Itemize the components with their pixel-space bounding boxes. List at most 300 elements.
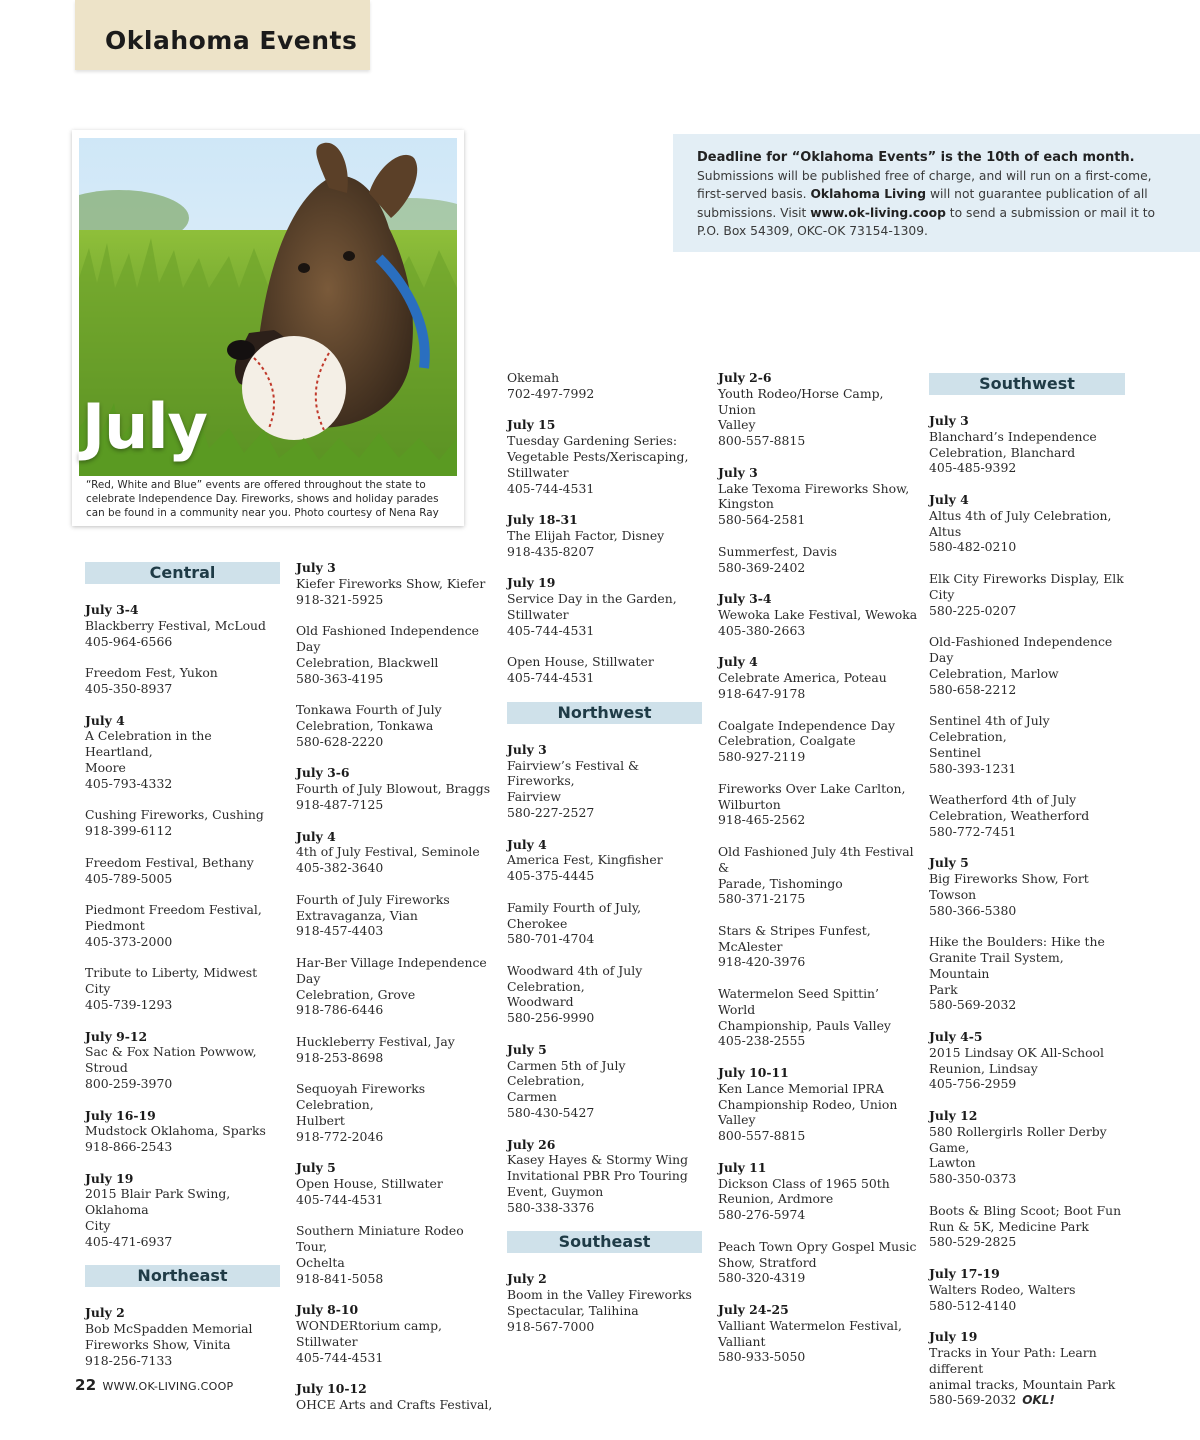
end-mark-logo: OKL!	[1022, 1393, 1055, 1408]
event-line	[929, 997, 1125, 1013]
event-text: Valliant	[718, 1333, 766, 1349]
event-text: Blackberry Festival, McLoud	[85, 617, 266, 633]
event-date: July 10-12	[296, 1381, 367, 1397]
event-line	[296, 923, 496, 939]
event-text: Service Day in the Garden,	[507, 591, 677, 607]
event-text: 405-744-4531	[507, 480, 595, 496]
event-line	[85, 997, 280, 1013]
event-text: 580-772-7451	[929, 823, 1017, 839]
event-line	[85, 665, 280, 681]
event-line	[718, 1176, 918, 1192]
event-text: 405-789-5005	[85, 870, 173, 886]
event-line	[718, 923, 918, 955]
event-text: Woodward	[507, 994, 574, 1010]
event-entry	[296, 829, 496, 876]
event-text: 405-744-4531	[296, 1349, 384, 1365]
event-text: 918-399-6112	[85, 823, 173, 839]
event-text: 580-933-5050	[718, 1349, 806, 1365]
event-line	[507, 623, 702, 639]
events-column-5	[929, 373, 1125, 1425]
event-text: 580-628-2220	[296, 733, 384, 749]
event-text: 918-465-2562	[718, 812, 806, 828]
event-line	[296, 1350, 496, 1366]
event-line	[718, 1349, 918, 1365]
event-entry	[85, 1171, 280, 1250]
event-text: Wilburton	[718, 796, 781, 812]
event-entry	[85, 1029, 280, 1092]
event-text: Old Fashioned July 4th Festival &	[718, 843, 914, 875]
event-line	[718, 686, 918, 702]
events-column-1	[85, 562, 280, 1384]
event-text: Cushing Fireworks, Cushing	[85, 807, 264, 823]
event-line	[929, 1171, 1125, 1187]
event-line	[507, 789, 702, 805]
event-text: 580-371-2175	[718, 891, 806, 907]
event-line	[929, 1061, 1125, 1077]
event-text: Woodward 4th of July Celebration,	[507, 962, 643, 994]
event-entry	[296, 560, 496, 607]
event-line	[929, 1124, 1125, 1156]
event-line	[507, 994, 702, 1010]
event-line	[85, 1321, 280, 1337]
event-line	[507, 591, 702, 607]
event-text: 580-227-2527	[507, 804, 595, 820]
event-text: 4th of July Festival, Seminole	[296, 844, 480, 860]
event-date: July 17-19	[929, 1266, 1000, 1282]
event-text: 580-393-1231	[929, 760, 1017, 776]
event-line	[85, 1076, 280, 1092]
event-text: animal tracks, Mountain Park	[929, 1376, 1116, 1392]
event-text: 918-420-3976	[718, 954, 806, 970]
event-line	[296, 1034, 496, 1050]
event-line	[85, 1044, 280, 1076]
event-date: July 4	[296, 828, 336, 844]
event-date: July 11	[718, 1159, 767, 1175]
event-text: Okemah	[507, 370, 560, 385]
event-line	[85, 934, 280, 950]
event-line	[929, 745, 1125, 761]
event-text: Family Fourth of July, Cherokee	[507, 899, 642, 931]
event-text: Tuesday Gardening Series:	[507, 433, 678, 449]
event-text: Open House, Stillwater	[507, 654, 654, 670]
event-text: 580-701-4704	[507, 931, 595, 947]
event-text: 580-430-5427	[507, 1105, 595, 1121]
event-text: 405-485-9392	[929, 460, 1017, 476]
event-line	[929, 445, 1125, 461]
deadline-text-3a: submissions. Visit	[697, 205, 811, 220]
event-entry	[85, 1108, 280, 1155]
event-text: Celebration, Weatherford	[929, 807, 1090, 823]
event-entry	[718, 986, 918, 1049]
event-line	[296, 908, 496, 924]
event-line	[85, 965, 280, 997]
event-line	[507, 1152, 702, 1168]
event-line	[718, 1318, 918, 1334]
event-entry	[507, 1042, 702, 1121]
event-date: July 19	[929, 1329, 978, 1345]
event-entry	[929, 634, 1125, 697]
event-line	[296, 1176, 496, 1192]
event-line	[507, 654, 702, 670]
event-text: 580-225-0207	[929, 602, 1017, 618]
event-line	[296, 844, 496, 860]
event-entry	[718, 465, 918, 528]
event-line	[929, 1377, 1125, 1393]
event-line	[718, 1112, 918, 1128]
event-date: July 5	[296, 1160, 336, 1176]
event-text: The Elijah Factor, Disney	[507, 527, 665, 543]
event-text: Lawton	[929, 1155, 976, 1171]
event-text: 918-457-4403	[296, 923, 384, 939]
events-column-2	[296, 560, 496, 1429]
event-line	[929, 1282, 1125, 1298]
event-entry	[296, 1081, 496, 1144]
month-title: July	[82, 390, 207, 463]
event-text: 918-256-7133	[85, 1352, 173, 1368]
event-line	[507, 900, 702, 932]
event-line	[718, 1097, 918, 1113]
event-line	[718, 1270, 918, 1286]
event-line	[507, 1184, 702, 1200]
event-line	[929, 682, 1125, 698]
event-line	[929, 460, 1125, 476]
event-line	[296, 781, 496, 797]
deadline-address: P.O. Box 54309, OKC-OK 73154-1309.	[697, 223, 928, 238]
event-line	[296, 860, 496, 876]
event-text: Vegetable Pests/Xeriscaping,	[507, 448, 689, 464]
event-line	[929, 1345, 1125, 1377]
event-line	[85, 902, 280, 918]
event-text: Elk City Fireworks Display, Elk	[929, 570, 1124, 586]
event-entry	[85, 665, 280, 697]
event-line	[85, 1123, 280, 1139]
event-date: July 19	[507, 575, 556, 591]
event-text: Fourth of July Fireworks	[296, 891, 450, 907]
event-text: Celebration, Tonkawa	[296, 717, 434, 733]
event-date: July 3	[929, 413, 969, 428]
event-text: 405-380-2663	[718, 622, 806, 638]
deadline-heading: Deadline for “Oklahoma Events” is the 10th of each month.	[697, 150, 1135, 165]
page-footer	[75, 1376, 233, 1394]
event-line	[296, 671, 496, 687]
deadline-text-2a: first-served basis.	[697, 187, 811, 202]
event-line	[85, 855, 280, 871]
event-line	[296, 892, 496, 908]
event-entry	[929, 1203, 1125, 1250]
event-line	[929, 1076, 1125, 1092]
event-text: 580-369-2402	[718, 559, 806, 575]
event-line	[718, 386, 918, 418]
event-text: America Fest, Kingfisher	[507, 852, 663, 868]
event-text: Freedom Fest, Yukon	[85, 665, 218, 681]
event-line	[507, 852, 702, 868]
event-line	[929, 634, 1125, 666]
event-entry	[718, 923, 918, 970]
page-title: Oklahoma Events	[105, 26, 358, 55]
magazine-name: Oklahoma Living	[810, 187, 927, 202]
event-text: 580-658-2212	[929, 681, 1017, 697]
event-line	[296, 1113, 496, 1129]
event-line	[929, 1203, 1125, 1219]
event-date: July 4	[85, 712, 125, 728]
event-line	[718, 607, 918, 623]
event-text: Celebration, Coalgate	[718, 733, 856, 749]
event-text: Bob McSpadden Memorial	[85, 1321, 253, 1337]
event-line	[85, 1186, 280, 1218]
event-text: 405-756-2959	[929, 1076, 1017, 1092]
event-text: Big Fireworks Show, Fort Towson	[929, 871, 1089, 902]
event-line	[296, 1255, 496, 1271]
event-entry	[85, 807, 280, 839]
event-date: July 9-12	[85, 1028, 148, 1044]
event-line	[507, 433, 702, 449]
event-text: 580-569-2032	[929, 997, 1017, 1013]
event-text: 918-487-7125	[296, 796, 384, 812]
event-text: Celebration, Marlow	[929, 665, 1059, 681]
event-line	[85, 681, 280, 697]
event-text: 800-259-3970	[85, 1075, 173, 1091]
event-line	[929, 761, 1125, 777]
event-line	[507, 1319, 702, 1335]
event-entry	[507, 742, 702, 821]
event-line	[718, 1191, 918, 1207]
event-line	[296, 576, 496, 592]
event-date: July 24-25	[718, 1302, 789, 1318]
event-text: 580 Rollergirls Roller Derby Game,	[929, 1123, 1107, 1155]
event-line	[507, 1200, 702, 1216]
event-line	[718, 1334, 918, 1350]
events-column-4	[718, 370, 918, 1381]
event-text: Invitational PBR Pro Touring	[507, 1168, 688, 1184]
event-line	[85, 807, 280, 823]
deadline-text-2c: will not guarantee publication of all	[926, 187, 1148, 202]
event-text: Moore	[85, 759, 126, 775]
event-date: July 3-4	[718, 591, 772, 607]
event-line	[507, 805, 702, 821]
event-entry	[296, 955, 496, 1018]
event-line	[85, 760, 280, 776]
event-text: Run & 5K, Medicine Park	[929, 1218, 1089, 1234]
event-text: Hulbert	[296, 1112, 345, 1128]
event-entry	[929, 492, 1125, 555]
event-line	[85, 918, 280, 934]
event-entry	[929, 1266, 1125, 1313]
event-entry	[296, 1223, 496, 1286]
event-text: OHCE Arts and Crafts Festival,	[296, 1397, 493, 1413]
event-entry	[929, 1329, 1125, 1409]
event-line	[507, 1089, 702, 1105]
event-text: Hike the Boulders: Hike the	[929, 934, 1105, 950]
event-line	[718, 496, 918, 512]
event-date: July 12	[929, 1108, 978, 1124]
event-text: 918-841-5058	[296, 1270, 384, 1286]
event-line	[296, 718, 496, 734]
event-line	[507, 449, 702, 465]
event-line	[929, 508, 1125, 540]
event-line	[85, 871, 280, 887]
event-date: July 2	[507, 1271, 547, 1287]
event-text: Celebration, Blackwell	[296, 654, 439, 670]
event-line	[296, 1223, 496, 1255]
event-entry	[507, 370, 702, 402]
event-text: 405-739-1293	[85, 996, 173, 1012]
event-line	[296, 702, 496, 718]
event-text: 405-793-4332	[85, 775, 173, 791]
event-date: July 2	[85, 1305, 125, 1321]
event-text: Celebration, Blanchard	[929, 444, 1076, 460]
event-text: 702-497-7992	[507, 385, 595, 401]
event-entry	[507, 575, 702, 638]
deadline-text-1: Submissions will be published free of charge, and will run on a first-come,	[697, 169, 1152, 184]
event-line	[718, 954, 918, 970]
event-text: 580-366-5380	[929, 902, 1017, 918]
event-text: Ken Lance Memorial IPRA	[718, 1080, 884, 1096]
event-line	[85, 1139, 280, 1155]
event-line	[507, 963, 702, 995]
event-text: Weatherford 4th of July	[929, 792, 1077, 808]
event-line	[929, 950, 1125, 982]
event-text: A Celebration in the Heartland,	[85, 728, 212, 760]
event-line	[296, 655, 496, 671]
event-line	[296, 1081, 496, 1113]
event-line	[85, 1234, 280, 1250]
event-entry	[929, 571, 1125, 618]
website-link[interactable]: www.ok-living.coop	[810, 205, 946, 220]
event-date: July 5	[507, 1041, 547, 1057]
event-line	[507, 386, 702, 402]
event-text: City	[85, 1218, 111, 1234]
event-text: Stillwater	[507, 606, 569, 622]
event-text: Sac & Fox Nation Powwow, Stroud	[85, 1044, 257, 1076]
event-text: Blanchard’s Independence	[929, 428, 1097, 444]
event-line	[296, 1397, 496, 1413]
event-text: 405-964-6566	[85, 633, 173, 649]
event-line	[507, 670, 702, 686]
event-text: 405-744-4531	[296, 1191, 384, 1207]
event-text: Kiefer Fireworks Show, Kiefer	[296, 575, 486, 591]
event-text: 918-435-8207	[507, 543, 595, 559]
event-text: 405-375-4445	[507, 868, 595, 884]
event-text: 405-744-4531	[507, 622, 595, 638]
event-text: Carmen	[507, 1089, 557, 1105]
event-text: 580-256-9990	[507, 1010, 595, 1026]
event-date: July 3-4	[85, 602, 139, 617]
event-line	[718, 812, 918, 828]
event-text: 800-557-8815	[718, 433, 806, 449]
event-line	[929, 539, 1125, 555]
event-entry	[929, 413, 1125, 476]
event-line	[85, 823, 280, 839]
event-line	[85, 728, 280, 760]
event-line	[929, 713, 1125, 745]
event-entry	[718, 781, 918, 828]
event-text: 918-253-8698	[296, 1049, 384, 1065]
event-line	[507, 1303, 702, 1319]
event-entry	[929, 713, 1125, 776]
event-text: Coalgate Independence Day	[718, 717, 896, 733]
event-text: Dickson Class of 1965 50th	[718, 1175, 890, 1191]
deadline-text-3c: to send a submission or mail it to	[945, 205, 1156, 220]
event-entry	[718, 1160, 918, 1223]
event-line	[296, 797, 496, 813]
region-heading: Southwest	[929, 373, 1125, 395]
event-text: 918-567-7000	[507, 1318, 595, 1334]
event-line	[507, 528, 702, 544]
deadline-notice	[673, 134, 1200, 252]
event-entry	[718, 1065, 918, 1144]
event-line	[718, 512, 918, 528]
event-line	[929, 808, 1125, 824]
event-entry	[296, 1034, 496, 1066]
event-line	[718, 1207, 918, 1223]
event-entry	[718, 1302, 918, 1365]
event-line	[718, 1255, 918, 1271]
event-text: Valliant Watermelon Festival,	[718, 1317, 902, 1333]
event-text: Sentinel 4th of July Celebration,	[929, 713, 1050, 744]
event-text: Altus 4th of July Celebration, Altus	[929, 507, 1112, 539]
event-text: Celebrate America, Poteau	[718, 670, 887, 686]
event-text: Lake Texoma Fireworks Show,	[718, 480, 910, 496]
event-entry	[929, 1108, 1125, 1187]
event-text: 580-338-3376	[507, 1199, 595, 1215]
event-text: Celebration, Grove	[296, 986, 416, 1002]
event-text: Sequoyah Fireworks Celebration,	[296, 1081, 426, 1113]
event-entry	[507, 512, 702, 559]
event-text: 580-512-4140	[929, 1297, 1017, 1313]
section-header-tab	[75, 0, 370, 70]
event-line	[296, 1192, 496, 1208]
event-text: Tonkawa Fourth of July	[296, 702, 442, 718]
event-text: Carmen 5th of July Celebration,	[507, 1057, 626, 1089]
event-text: Extravaganza, Vian	[296, 907, 418, 923]
event-text: 580-482-0210	[929, 539, 1017, 555]
event-text: 800-557-8815	[718, 1128, 806, 1144]
event-text: Boom in the Valley Fireworks	[507, 1287, 692, 1303]
event-line	[718, 1081, 918, 1097]
event-text: Fireworks Show, Vinita	[85, 1337, 231, 1353]
event-text: 405-382-3640	[296, 860, 384, 876]
event-text: Kasey Hayes & Stormy Wing	[507, 1152, 688, 1168]
event-line	[929, 1392, 1125, 1409]
event-date: July 4	[718, 654, 758, 670]
event-entry	[507, 1271, 702, 1334]
event-text: 580-276-5974	[718, 1207, 806, 1223]
event-line	[718, 433, 918, 449]
event-line	[507, 1010, 702, 1026]
event-text: 918-321-5925	[296, 591, 384, 607]
event-entry	[296, 765, 496, 812]
event-line	[718, 417, 918, 433]
event-entry	[507, 963, 702, 1026]
event-text: Sentinel	[929, 744, 982, 760]
event-line	[929, 934, 1125, 950]
event-line	[929, 1234, 1125, 1250]
event-text: 580-320-4319	[718, 1270, 806, 1286]
event-text: 580-569-2032	[929, 1392, 1017, 1408]
event-date: July 10-11	[718, 1065, 789, 1081]
event-line	[929, 603, 1125, 619]
event-line	[296, 1129, 496, 1145]
event-line	[718, 623, 918, 639]
event-line	[929, 571, 1125, 587]
event-entry	[85, 1305, 280, 1368]
event-text: 918-647-9178	[718, 685, 806, 701]
event-text: Summerfest, Davis	[718, 543, 837, 559]
event-entry	[718, 654, 918, 701]
event-text: Event, Guymon	[507, 1184, 604, 1200]
event-line	[507, 868, 702, 884]
photo-caption: “Red, White and Blue” events are offered throughout the state to celebrate Independence Day. Fireworks, shows and holiday parades can be found in a community near you. Photo courtesy of Nena Ray	[86, 479, 439, 520]
